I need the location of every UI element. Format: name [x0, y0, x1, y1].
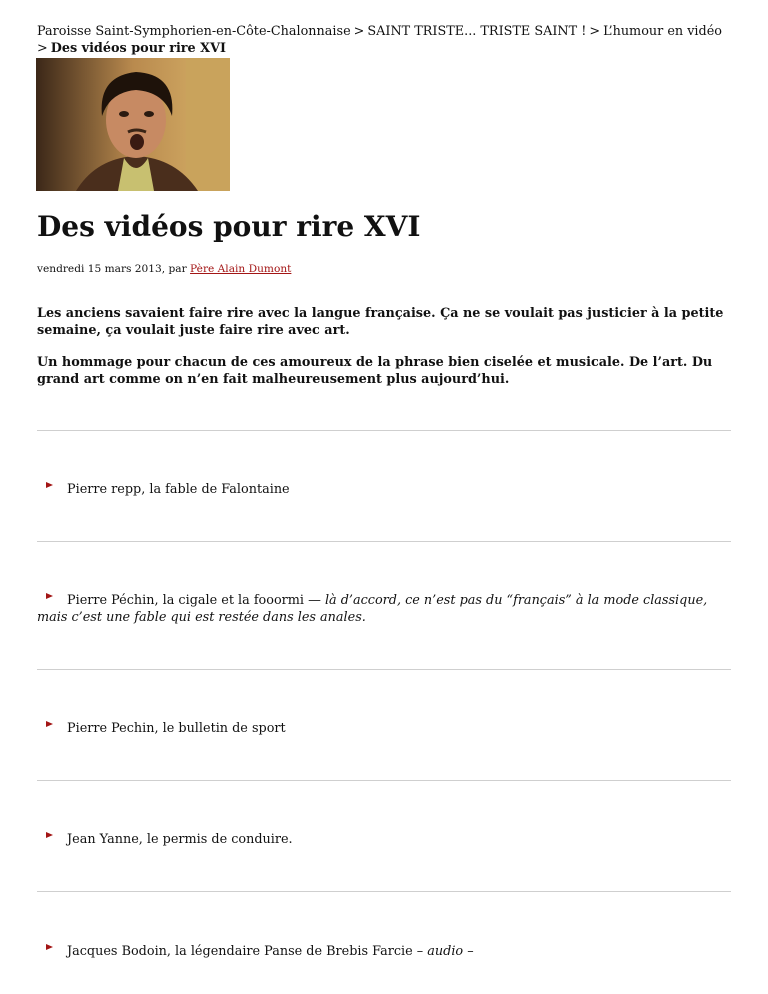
article-date: vendredi 15 mars 2013, par — [37, 263, 191, 275]
breadcrumb-link-parish[interactable]: Paroisse Saint-Symphorien-en-Côte-Chalonnaise — [37, 24, 351, 39]
video-note: là d’accord, ce n’est pas du “français” à la mode classique, mais c’est une fable qui est restée dans les anales. — [37, 593, 708, 625]
video-note-suffix: – — [463, 944, 474, 959]
play-arrow-icon[interactable] — [46, 832, 53, 838]
breadcrumb-current: Des vidéos pour rire XVI — [50, 41, 226, 56]
play-arrow-icon[interactable] — [46, 944, 53, 950]
video-item[interactable] — [37, 592, 731, 626]
article-thumbnail — [36, 58, 230, 191]
video-title: Jean Yanne, le permis de conduire. — [67, 832, 293, 847]
divider — [37, 891, 731, 892]
author-link[interactable]: Père Alain Dumont — [190, 263, 292, 275]
video-item[interactable] — [37, 481, 731, 498]
article-thumbnail-image — [36, 58, 230, 191]
video-item[interactable] — [37, 720, 731, 737]
breadcrumb-separator: > — [37, 41, 48, 56]
article-intro — [37, 305, 731, 403]
article-meta — [37, 262, 291, 276]
video-title: Pierre repp, la fable de Falontaine — [67, 482, 290, 497]
play-arrow-icon[interactable] — [46, 482, 53, 488]
video-title: Pierre Pechin, le bulletin de sport — [67, 721, 286, 736]
video-item[interactable] — [37, 943, 731, 960]
divider — [37, 430, 731, 431]
play-arrow-icon[interactable] — [46, 721, 53, 727]
play-arrow-icon[interactable] — [46, 593, 53, 599]
divider — [37, 669, 731, 670]
video-title: Pierre Péchin, la cigale et la fooormi — — [67, 593, 325, 608]
breadcrumb-separator: > — [353, 24, 365, 39]
breadcrumb — [37, 23, 737, 57]
intro-paragraph: Un hommage pour chacun de ces amoureux de la phrase bien ciselée et musicale. De l’art. Du grand art comme on n’en fait malheureusement plus aujourd’hui. — [37, 355, 713, 387]
article-title: Des vidéos pour rire XVI — [37, 210, 421, 243]
divider — [37, 780, 731, 781]
video-note: audio — [427, 944, 464, 959]
intro-paragraph: Les anciens savaient faire rire avec la langue française. Ça ne se voulait pas justicier à la petite semaine, ça voulait juste faire rire avec art. — [37, 306, 724, 338]
breadcrumb-separator: > — [589, 24, 601, 39]
breadcrumb-link-section[interactable]: SAINT TRISTE... TRISTE SAINT ! — [367, 24, 587, 39]
video-title: Jacques Bodoin, la légendaire Panse de Brebis Farcie – — [67, 944, 428, 959]
divider — [37, 541, 731, 542]
video-item[interactable] — [37, 831, 731, 848]
breadcrumb-link-category[interactable]: L’humour en vidéo — [603, 24, 722, 39]
